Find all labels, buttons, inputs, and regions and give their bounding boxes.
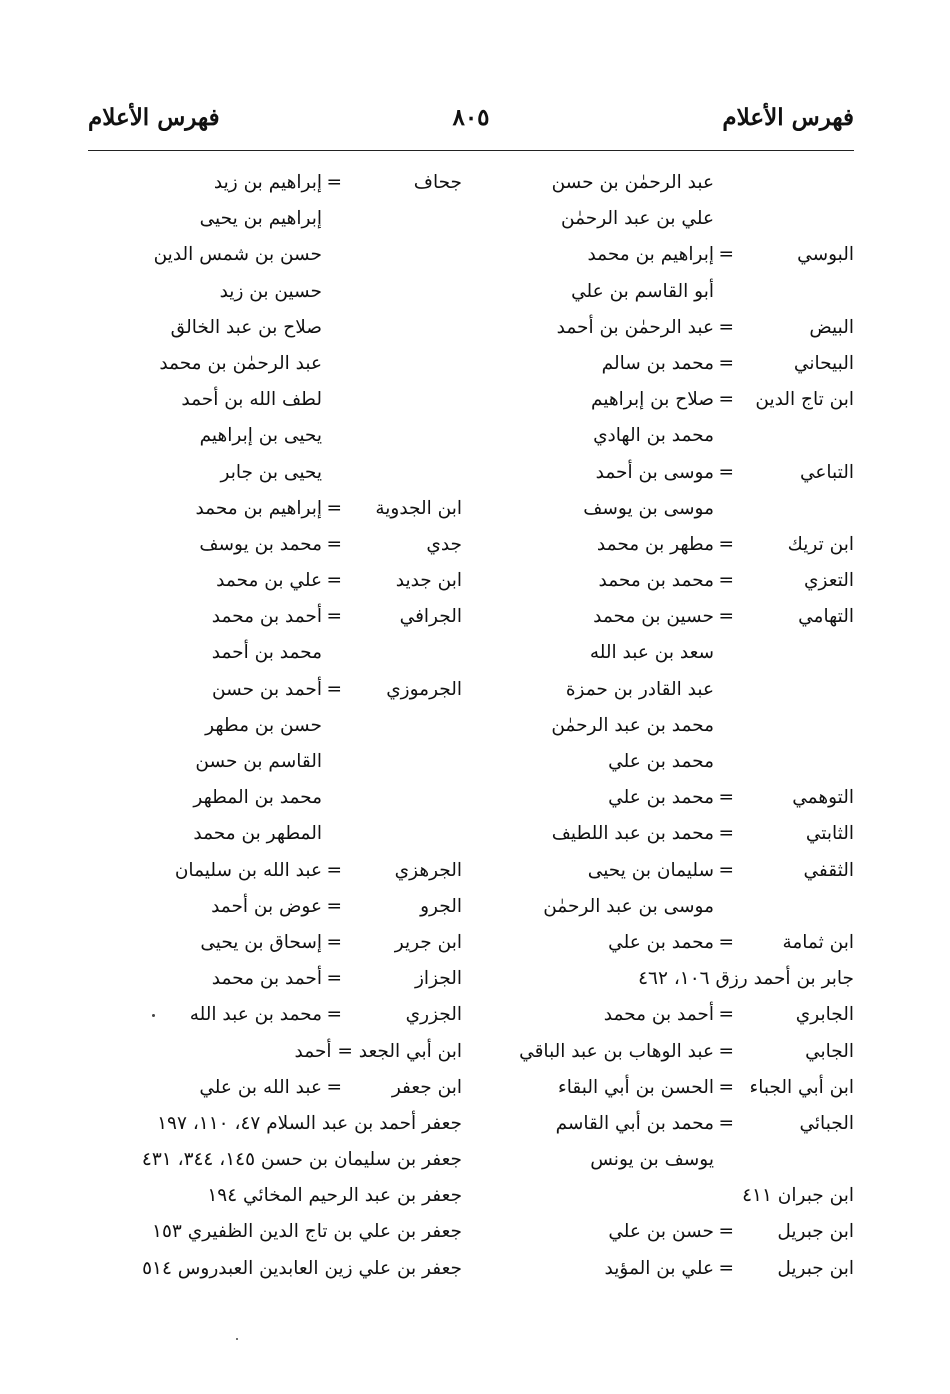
equals-sign: =: [718, 533, 734, 555]
index-entry: [454, 566, 854, 602]
equals-sign: =: [718, 823, 734, 845]
entry-continuation: عبد القادر بن حمزة: [565, 678, 714, 700]
entry-key: التعزي: [804, 570, 854, 592]
equals-sign: =: [718, 389, 734, 411]
entry-continuation: محمد بن الهادي: [593, 425, 714, 447]
entry-key: ابن أبي الجباء: [749, 1076, 854, 1098]
entry-key: الجزاز: [415, 968, 462, 990]
page-number: ٨٠٥: [452, 104, 490, 131]
entry-value: محمد بن محمد: [598, 570, 714, 592]
entry-key: ابن الجدوية: [375, 497, 462, 519]
index-entry: [62, 204, 462, 240]
entry-value: محمد بن سالم: [601, 352, 714, 374]
entry-key: الثقفي: [803, 859, 854, 881]
index-column-right: [454, 168, 854, 1290]
header-left-title: فهرس الأعلام: [88, 104, 220, 131]
entry-value: عبد الرحمٰن بن أحمد: [556, 316, 714, 338]
index-entry: [62, 638, 462, 674]
entry-value: محمد بن عبد اللطيف: [551, 823, 714, 845]
header-rule: [88, 150, 854, 151]
entry-value: إبراهيم بن محمد: [195, 497, 322, 519]
index-entry: [62, 711, 462, 747]
index-entry: [62, 566, 462, 602]
entry-value: محمد بن علي: [608, 931, 714, 953]
entry-continuation: أبو القاسم بن علي: [571, 280, 714, 302]
entry-value: أحمد بن حسن: [212, 678, 322, 700]
equals-sign: =: [718, 244, 734, 266]
index-entry: [62, 1073, 462, 1109]
equals-sign: =: [718, 787, 734, 809]
entry-key: التباعي: [799, 461, 854, 483]
print-speck: [152, 1014, 155, 1017]
entry-value: أحمد بن محمد: [603, 1004, 714, 1026]
index-entry: [454, 964, 854, 1000]
entry-value: أحمد بن محمد: [211, 968, 322, 990]
index-entry: [454, 638, 854, 674]
entry-key: جحاف: [413, 172, 462, 193]
entry-value: إسحاق بن يحيى: [200, 931, 322, 953]
index-entry: [62, 1181, 462, 1217]
equals-sign: =: [326, 533, 342, 555]
equals-sign: =: [326, 859, 342, 881]
index-entry: [454, 856, 854, 892]
entry-continuation: المطهر بن محمد: [193, 823, 322, 845]
index-entry: [454, 349, 854, 385]
entry-value: صلاح بن إبراهيم: [591, 389, 714, 411]
entry-continuation: القاسم بن حسن: [195, 751, 322, 772]
entry-continuation: صلاح بن عبد الخالق: [170, 316, 322, 338]
index-entry: [62, 819, 462, 855]
entry-value: الحسن بن أبي البقاء: [558, 1076, 714, 1098]
equals-sign: =: [326, 1076, 342, 1098]
index-entry: [454, 1217, 854, 1253]
entry-value: عبد الله بن سليمان: [174, 859, 322, 881]
equals-sign: =: [326, 606, 342, 628]
index-entry: [454, 1181, 854, 1217]
entry-value: إبراهيم بن زيد: [213, 172, 322, 193]
entry-key: ابن جديد: [395, 570, 462, 592]
entry-continuation: يحيى بن جابر: [220, 461, 322, 483]
equals-sign: =: [326, 497, 342, 519]
entry-continuation: حسين بن زيد: [219, 280, 322, 302]
entry-key: الجرافي: [399, 606, 462, 628]
index-entry: [454, 928, 854, 964]
equals-sign: =: [326, 1004, 342, 1026]
entry-value: سليمان بن يحيى: [587, 859, 714, 881]
index-entry: [62, 856, 462, 892]
entry-value: محمد بن عبد الله: [189, 1004, 322, 1026]
index-entry: [62, 349, 462, 385]
page-header: [88, 104, 854, 148]
index-entry: [62, 1217, 462, 1253]
index-entry: [62, 1037, 462, 1073]
entry-line: جعفر بن سليمان بن حسن ١٤٥، ٣٤٤، ٤٣١: [141, 1149, 462, 1171]
entry-key: ابن جرير: [394, 931, 462, 953]
entry-key: ابن جعفر: [391, 1076, 462, 1098]
index-entry: [454, 494, 854, 530]
entry-value: علي بن محمد: [216, 570, 322, 592]
entry-continuation: لطف الله بن أحمد: [181, 389, 322, 411]
equals-sign: =: [718, 1257, 734, 1279]
entry-key: ابن جبريل: [777, 1257, 854, 1279]
index-entry: [62, 530, 462, 566]
index-entry: [62, 602, 462, 638]
index-entry: [454, 1109, 854, 1145]
entry-continuation: محمد بن المطهر: [193, 787, 322, 809]
index-entry: [62, 277, 462, 313]
print-speck: [236, 1338, 238, 1340]
entry-key: التهامي: [798, 606, 854, 628]
equals-sign: =: [718, 570, 734, 592]
entry-line: ابن جبران ٤١١: [742, 1185, 854, 1207]
entry-continuation: علي بن عبد الرحمٰن: [561, 208, 714, 230]
index-entry: [62, 385, 462, 421]
entry-key: التوهمي: [792, 787, 854, 809]
entry-continuation: عبد الرحمٰن بن حسن: [551, 172, 714, 193]
entry-continuation: موسى بن يوسف: [583, 497, 714, 519]
index-entry: [454, 675, 854, 711]
entry-key: الجبائي: [799, 1112, 854, 1134]
index-entry: [454, 711, 854, 747]
entry-continuation: إبراهيم بن يحيى: [199, 208, 322, 230]
entry-value: عوض بن أحمد: [211, 895, 322, 917]
entry-continuation: حسن بن شمس الدين: [153, 244, 322, 266]
entry-continuation: يوسف بن يونس: [590, 1149, 714, 1171]
entry-key: الثابتي: [805, 823, 854, 845]
entry-line: جعفر بن علي زين العابدين العبدروس ٥١٤: [142, 1257, 462, 1279]
index-entry: [62, 421, 462, 457]
entry-key: البوسي: [797, 244, 854, 266]
entry-line: ابن أبي الجعد = أحمد: [294, 1040, 462, 1062]
index-entry: [454, 1145, 854, 1181]
entry-value: أحمد بن محمد: [211, 606, 322, 628]
entry-line: جعفر بن علي بن تاج الدين الظفيري ١٥٣: [152, 1221, 462, 1243]
equals-sign: =: [718, 316, 734, 338]
index-entry: [62, 1109, 462, 1145]
entry-continuation: موسى بن عبد الرحمٰن: [543, 895, 714, 917]
index-entry: [454, 1073, 854, 1109]
entry-value: محمد بن علي: [608, 787, 714, 809]
index-entry: [454, 1000, 854, 1036]
entry-key: البيض: [809, 316, 854, 338]
index-entry: [62, 168, 462, 204]
entry-line: جعفر أحمد بن عبد السلام ٤٧، ١١٠، ١٩٧: [157, 1112, 462, 1134]
index-entry: [62, 458, 462, 494]
index-entry: [454, 602, 854, 638]
index-entry: [454, 747, 854, 783]
index-entry: [454, 240, 854, 276]
equals-sign: =: [718, 931, 734, 953]
index-entry: [62, 1000, 462, 1036]
entry-key: الجرموزي: [386, 678, 462, 700]
index-entry: [62, 783, 462, 819]
entry-key: الجرو: [420, 895, 462, 917]
index-entry: [454, 204, 854, 240]
index-entry: [454, 819, 854, 855]
header-right-title: فهرس الأعلام: [722, 104, 854, 131]
entry-key: الجابري: [795, 1004, 854, 1026]
entry-value: إبراهيم بن محمد: [587, 244, 714, 266]
index-entry: [62, 1145, 462, 1181]
entry-key: ابن جبريل: [777, 1221, 854, 1243]
entry-key: ابن تاج الدين: [755, 389, 854, 411]
equals-sign: =: [718, 352, 734, 374]
entry-key: جدي: [426, 533, 462, 555]
index-entry: [62, 892, 462, 928]
index-entry: [62, 964, 462, 1000]
entry-key: الجابي: [805, 1040, 854, 1062]
entry-key: ابن ثمامة: [782, 931, 854, 953]
equals-sign: =: [326, 570, 342, 592]
entry-continuation: عبد الرحمٰن بن محمد: [159, 352, 322, 374]
equals-sign: =: [718, 606, 734, 628]
entry-value: حسن بن علي: [608, 1221, 714, 1243]
index-entry: [454, 168, 854, 204]
index-entry: [454, 1037, 854, 1073]
equals-sign: =: [326, 968, 342, 990]
equals-sign: =: [718, 1004, 734, 1026]
entry-value: محمد بن يوسف: [199, 533, 322, 555]
entry-continuation: يحيى بن إبراهيم: [199, 425, 322, 447]
index-entry: [454, 385, 854, 421]
index-entry: [454, 1254, 854, 1290]
equals-sign: =: [718, 1112, 734, 1134]
entry-line: جابر بن أحمد رزق ١٠٦، ٤٦٢: [638, 968, 854, 990]
equals-sign: =: [718, 1040, 734, 1062]
equals-sign: =: [326, 678, 342, 700]
index-entry: [454, 458, 854, 494]
index-entry: [62, 928, 462, 964]
index-entry: [454, 421, 854, 457]
entry-value: موسى بن أحمد: [595, 461, 714, 483]
equals-sign: =: [326, 172, 342, 193]
equals-sign: =: [718, 859, 734, 881]
index-entry: [62, 1254, 462, 1290]
entry-continuation: محمد بن عبد الرحمٰن: [551, 714, 714, 736]
index-column-left: [62, 168, 462, 1290]
entry-value: مطهر بن محمد: [596, 533, 714, 555]
equals-sign: =: [718, 1221, 734, 1243]
entry-continuation: سعد بن عبد الله: [589, 642, 714, 664]
entry-value: عبد الوهاب بن عبد الباقي: [519, 1040, 714, 1062]
equals-sign: =: [718, 461, 734, 483]
entry-value: حسين بن محمد: [593, 606, 714, 628]
entry-key: الجرهزي: [394, 859, 462, 881]
entry-key: البيحاني: [793, 352, 854, 374]
entry-value: علي بن المؤيد: [604, 1257, 714, 1279]
index-entry: [62, 240, 462, 276]
index-entry: [454, 530, 854, 566]
entry-key: ابن تريك: [787, 533, 854, 555]
equals-sign: =: [718, 1076, 734, 1098]
index-entry: [62, 747, 462, 783]
index-entry: [454, 783, 854, 819]
entry-line: جعفر بن عبد الرحيم المخائي ١٩٤: [207, 1185, 462, 1207]
index-entry: [62, 494, 462, 530]
entry-value: عبد الله بن علي: [199, 1076, 322, 1098]
entry-continuation: محمد بن علي: [608, 751, 714, 772]
entry-continuation: حسن بن مطهر: [205, 714, 322, 736]
entry-continuation: محمد بن أحمد: [211, 642, 322, 664]
equals-sign: =: [326, 931, 342, 953]
entry-value: محمد بن أبي القاسم: [555, 1112, 714, 1134]
index-entry: [454, 892, 854, 928]
equals-sign: =: [326, 895, 342, 917]
index-entry: [454, 313, 854, 349]
index-entry: [62, 675, 462, 711]
index-entry: [454, 277, 854, 313]
entry-key: الجزري: [405, 1004, 462, 1026]
index-entry: [62, 313, 462, 349]
